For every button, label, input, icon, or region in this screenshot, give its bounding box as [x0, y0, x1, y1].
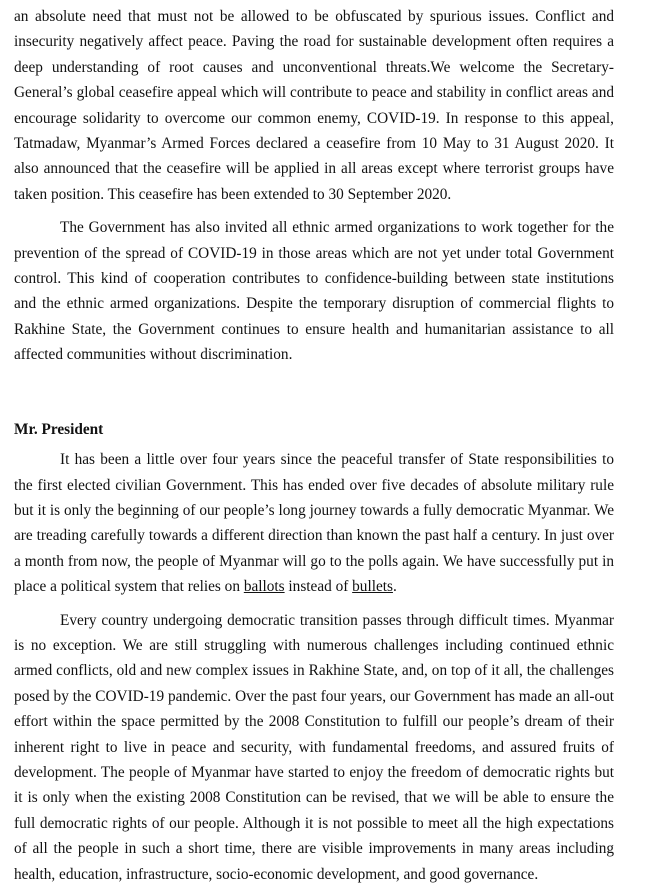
paragraph-text: It has been a little over four years since the peaceful transfer of State responsibilities to the first elected civilian Government. This has ended over five decades of absolute military rule but it is only the beginning of our people’s long journey towards a fully democratic Myanmar. We are treading carefully towards a different direction than known the past half a century. In just over a month from now, the people of Myanmar will go to the polls again. We have successfully put in place a political system that relies on: [14, 451, 614, 596]
paragraph-democratic-transition: Every country undergoing democratic transition passes through difficult times. Myanmar is no exception. We are still struggling with numerous challenges including continued ethnic armed conflicts, old and new complex issues in Rakhine State, and, on top of it all, the challenges posed by the COVID-19 pandemic. Over the past four years, our Government has made an all-out effort within the space permitted by the 2008 Constitution to fulfill our people’s dream of their inherent right to live in peace and security, with fundamental freedoms, and assured fruits of development. The people of Myanmar have started to enjoy the freedom of democratic rights but it is only when the existing 2008 Constitution can be revised, that we will be able to ensure the full democratic rights of our people. Although it is not possible to meet all the high expectations of all the people in such a short time, there are visible improvements in many areas including health, education, infrastructure, socio-economic development, and good governance.: [14, 611, 614, 883]
paragraph-ethnic-cooperation: The Government has also invited all ethnic armed organizations to work together for the prevention of the spread of COVID-19 in those areas which are not yet under total Government control. This kind of cooperation contributes to confidence-building between state institutions and the ethnic armed organizations. Despite the temporary disruption of commercial flights to Rakhine State, the Government continues to ensure health and humanitarian assistance to all affected communities without discrimination.: [14, 219, 614, 364]
paragraph-ceasefire: an absolute need that must not be allowed to be obfuscated by spurious issues. Conflict and insecurity negatively affect peace. Paving the road for sustainable development often requires a deep understanding of root causes and unconventional threats.We welcome the Secretary-General’s global ceasefire appeal which will contribute to peace and stability in conflict areas and encourage solidarity to overcome our common enemy, COVID-19. In response to this appeal, Tatmadaw, Myanmar’s Armed Forces declared a ceasefire from 10 May to 31 August 2020. It also announced that the ceasefire will be applied in all areas except where terrorist groups have taken position. This ceasefire has been extended to 30 September 2020.: [14, 8, 614, 203]
section-heading: Mr. President: [14, 420, 104, 438]
document-page: [14, 4, 614, 887]
underlined-word-bullets: bullets: [352, 578, 393, 596]
paragraph-text: instead of: [284, 578, 353, 596]
underlined-word-ballots: ballots: [243, 578, 285, 596]
paragraph-text: .: [392, 578, 397, 596]
paragraph-democratic-transfer: [14, 447, 614, 599]
